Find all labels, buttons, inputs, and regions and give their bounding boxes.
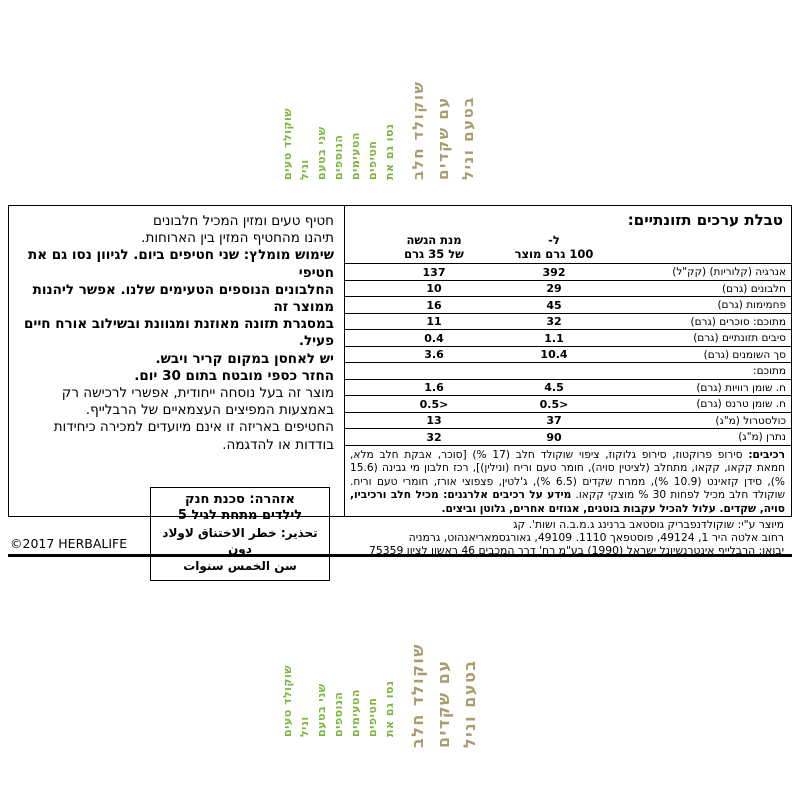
table-row (345, 314, 791, 331)
row-value-100g: 10.4 (540, 348, 568, 362)
rotated-text-line: שוקולד חלב (409, 80, 427, 180)
manufacturer-line: מיוצר ע"י: שוקולדנפבריק גוסטאב ברנינג ג.מ.ב.ה ושות'. קג (513, 518, 784, 531)
ingredients-label: רכיבים: (748, 448, 786, 461)
text-line: החלבונים הנוספים הטעימים שלנו. אפשר ליהנות ממוצר זה (32, 281, 334, 316)
text-line: תיהנו מהחטיף המזין בין הארוחות. (141, 230, 334, 247)
text-line: חטיף טעים ומזין המכיל חלבונים (153, 213, 334, 229)
rotated-text-line: שוקולד טעים (281, 107, 294, 180)
row-label: נתרן (מ"ג) (738, 431, 786, 444)
table-row (345, 264, 791, 281)
rotated-text-line: הטעימים (349, 132, 362, 180)
text-line: בודדות או להדגמה. (222, 436, 334, 453)
row-label: ח. שומן טרנס (גרם) (696, 398, 786, 411)
importer-line: יבואן: הרבלייף אינטרנשיונל ישראל (1990) בע"מ רח' דרך המכבים 46 ראשון לציון 75359 (368, 543, 784, 557)
table-row (345, 347, 791, 364)
warning-hebrew-line2: לילדים מתחת לגיל 5 (177, 508, 303, 524)
row-value-serving: 1.6 (424, 381, 444, 395)
row-value-serving: 11 (426, 315, 442, 329)
ingredients-paragraph (345, 446, 791, 516)
rotated-text-line: עם שקדים (434, 659, 453, 748)
row-value-100g: 1.1 (544, 331, 564, 345)
row-value-100g: 32 (546, 315, 562, 329)
rotated-text-line: וניל (298, 159, 311, 180)
rotated-text-line: שוקולד חלב (408, 643, 427, 748)
nutrition-table-title: טבלת ערכים תזונתיים: (627, 211, 783, 229)
table-row (345, 363, 791, 380)
row-label: מתוכם: סוכרים (גרם) (690, 315, 786, 328)
warning-hebrew-line1: אזהרה: סכנת חנק (185, 491, 295, 507)
text-line: החזר כספי מובטח בתום 30 יום. (134, 367, 334, 384)
text-line: במסגרת תזונה מאוזנת ומגוונת ובשילוב אורח חיים פעיל. (23, 316, 334, 350)
rotated-text-line: נסו גם את (383, 123, 396, 180)
row-value-serving: 13 (426, 414, 442, 428)
row-label: ח. שומן רוויות (גרם) (696, 381, 786, 394)
rotated-text-line: חטיפים (366, 140, 379, 180)
header-per-serving-line2: של 35 גרם (404, 247, 464, 262)
text-line: שימוש מומלץ: שני חטיפים ביום. לגיוון נסו גם את חטיפי (28, 247, 334, 281)
rotated-text-line: הטעימים (349, 689, 362, 737)
row-value-100g: 37 (546, 414, 562, 428)
row-label: כולסטרול (מ"ג) (715, 414, 786, 427)
rotated-text-line: הנוספים (332, 691, 345, 737)
rotated-text-line: שני בטעם (315, 683, 328, 737)
text-line: יש לאחסן במקום קריר ויבש. (155, 350, 334, 367)
header-per-serving-line1: מנת הגשה (406, 233, 462, 248)
rotated-text-line: בטעם וניל (460, 659, 479, 748)
row-value-serving: 0.4 (424, 331, 444, 345)
row-label: חלבונים (גרם) (721, 282, 786, 295)
manufacturer-address-line: רחוב אלטה היר 1, 49124, פוסטפאך 1110. 49109, גאורגסמאריאנהוט, גרמניה (408, 530, 784, 544)
table-row (345, 380, 791, 397)
nutrition-table-area (344, 206, 791, 516)
rotated-text-line: חטיפים (366, 697, 379, 737)
copyright-text: ©2017 HERBALIFE (10, 536, 128, 551)
rotated-text-line: וניל (298, 716, 311, 737)
row-value-100g: 0.5> (539, 397, 569, 411)
row-value-serving: 16 (426, 298, 442, 312)
row-value-serving: 10 (426, 282, 442, 296)
ingredients-body: סירופ פרוקטוז, סירופ גלוקוז, ציפוי שוקולד חלב (17 %) [סוכר, אבקת חלב מלא, חמאת קקאו, קקאו, מתחלב (לציטין סויה), חומר טעם וריח (ונילין)], רכז חלבון מי גבינה (15.6 %), סידן קזאינט (10.9 %), ממרח שקדים (6.5 %), ג'לטין, פצפוצי אורז, חומרי טעם וריח. שוקולד חלב מכיל לפחות 30 % מוצקי קקאו. (350, 448, 786, 502)
warning-arabic-line2: سن الخمس سنوات (183, 558, 297, 573)
table-row (345, 396, 791, 413)
row-value-serving: 32 (426, 430, 442, 444)
rotated-text-line: בטעם וניל (459, 96, 477, 180)
rotated-text-line: שוקולד טעים (281, 664, 294, 737)
header-per-serving (375, 233, 493, 261)
row-label: אנרגיה (קלוריות) (קק"ל) (672, 266, 786, 279)
table-row (345, 281, 791, 298)
text-line: מוצר זה בעל נוסחה ייחודית, אפשרי לרכישה רק (61, 385, 334, 402)
row-label: מתוכם: (753, 365, 786, 378)
row-label: פחמימות (גרם) (717, 299, 786, 312)
row-value-100g: 90 (546, 430, 562, 444)
warning-arabic-line1: تحذير: خطر الاختناق لاولاد دون (162, 525, 318, 557)
rotated-text-line: נסו גם את (383, 680, 396, 737)
row-label: סיבים תזונתיים (גרם) (693, 332, 786, 345)
row-value-serving: 137 (422, 265, 446, 279)
text-line: החטיפים באריזה זו אינם מיועדים למכירה כיחידות (53, 419, 334, 436)
allergen-info: מידע על רכיבים אלרגנים: מכיל חלב ורכיביו, סויה, שקדים. עלול להכיל עקבות בוטנים, אגוזים אחרים, גלוטן וביצים. (350, 489, 785, 515)
row-value-100g: 4.5 (544, 381, 564, 395)
rotated-text-line: הנוספים (332, 134, 345, 180)
row-label: סך השומנים (גרם) (703, 348, 786, 361)
row-value-100g: 29 (546, 282, 562, 296)
table-row (345, 297, 791, 314)
text-line: באמצעות המפיצים העצמאיים של הרבלייף. (85, 402, 334, 419)
row-value-serving: 0.5> (419, 397, 449, 411)
header-per-100g (493, 233, 615, 261)
row-value-100g: 45 (546, 298, 562, 312)
table-row (345, 413, 791, 430)
row-value-serving: 3.6 (424, 348, 444, 362)
table-row (345, 429, 791, 446)
table-row (345, 330, 791, 347)
nutrition-table-header (345, 232, 791, 264)
rotated-text-line: עם שקדים (434, 96, 452, 180)
header-per-100g-line1: ל- (548, 233, 560, 248)
rotated-text-line: שני בטעם (315, 126, 328, 180)
header-per-100g-line2: 100 גרם מוצר (514, 247, 594, 262)
row-value-100g: 392 (542, 265, 566, 279)
